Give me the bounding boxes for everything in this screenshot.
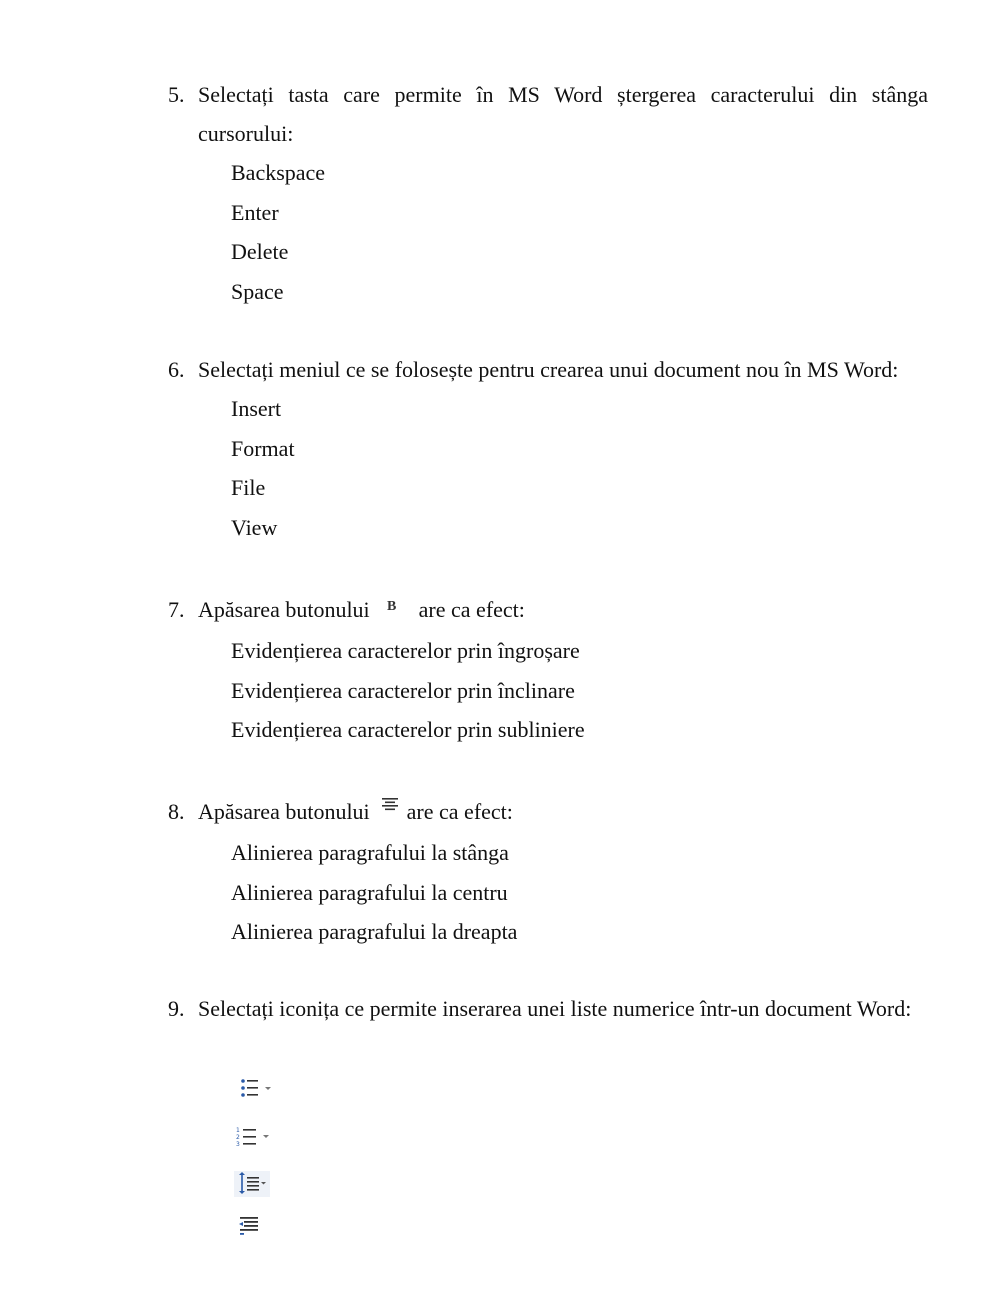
question-8-text-after: are ca efect:: [406, 799, 513, 824]
question-8-text-before: Apăsarea butonului: [198, 799, 370, 824]
question-8-text: [198, 792, 928, 833]
question-5-option-2[interactable]: Enter: [231, 199, 279, 225]
question-7-option-2[interactable]: Evidențierea caracterelor prin înclinare: [231, 677, 575, 703]
question-8-option-1[interactable]: Alinierea paragrafului la stânga: [231, 840, 509, 866]
question-9-option-1[interactable]: [234, 1077, 278, 1099]
question-6-text: Selectați meniul ce se folosește pentru crearea unui document nou în MS Word:: [198, 357, 899, 382]
svg-text:1: 1: [236, 1127, 240, 1134]
decrease-indent-icon: [234, 1215, 264, 1237]
question-8-number: 8.: [168, 799, 185, 824]
question-7-text-before: Apăsarea butonului: [198, 597, 370, 622]
line-spacing-icon: [234, 1171, 278, 1197]
question-6-option-1[interactable]: Insert: [231, 396, 282, 421]
question-7-option-1[interactable]: Evidențierea caracterelor prin îngroșare: [231, 638, 580, 664]
question-6: [168, 350, 928, 547]
question-7-text-after: are ca efect:: [418, 597, 525, 622]
question-6-option-3[interactable]: File: [231, 475, 266, 500]
question-5: [168, 75, 928, 311]
align-center-icon: [381, 786, 399, 825]
question-8-option-3[interactable]: Alinierea paragrafului la dreapta: [231, 919, 518, 945]
question-6-option-4[interactable]: View: [231, 514, 278, 540]
question-7-number: 7.: [168, 597, 185, 622]
question-9: [168, 989, 928, 1028]
question-7-option-3[interactable]: Evidențierea caracterelor prin subliniere: [231, 717, 585, 743]
svg-text:3: 3: [236, 1141, 240, 1147]
question-7-text: [198, 590, 928, 631]
bold-icon: [385, 586, 401, 625]
question-6-number: 6.: [168, 357, 185, 382]
question-9-option-4[interactable]: [234, 1215, 264, 1237]
question-5-text: Selectați tasta care permite în MS Word ștergerea caracterului din stânga cursorului:: [198, 82, 928, 146]
question-5-option-1[interactable]: Backspace: [231, 160, 326, 185]
bold-icon-letter: B: [387, 599, 397, 614]
question-5-option-3[interactable]: Delete: [231, 239, 289, 264]
bullet-list-icon: [234, 1077, 278, 1099]
question-5-number: 5.: [168, 82, 185, 107]
question-9-text: Selectați iconița ce permite inserarea unei liste numerice într-un document Word:: [198, 996, 912, 1021]
question-6-option-2[interactable]: Format: [231, 435, 295, 461]
question-9-number: 9.: [168, 996, 185, 1021]
question-7: [168, 590, 928, 750]
svg-text:2: 2: [236, 1134, 240, 1141]
numbered-list-icon: [234, 1125, 278, 1147]
question-9-option-2[interactable]: [234, 1125, 278, 1147]
question-8: [168, 792, 928, 952]
question-5-option-4[interactable]: Space: [231, 278, 284, 304]
question-8-option-2[interactable]: Alinierea paragrafului la centru: [231, 879, 508, 905]
question-9-option-3[interactable]: [234, 1171, 278, 1197]
